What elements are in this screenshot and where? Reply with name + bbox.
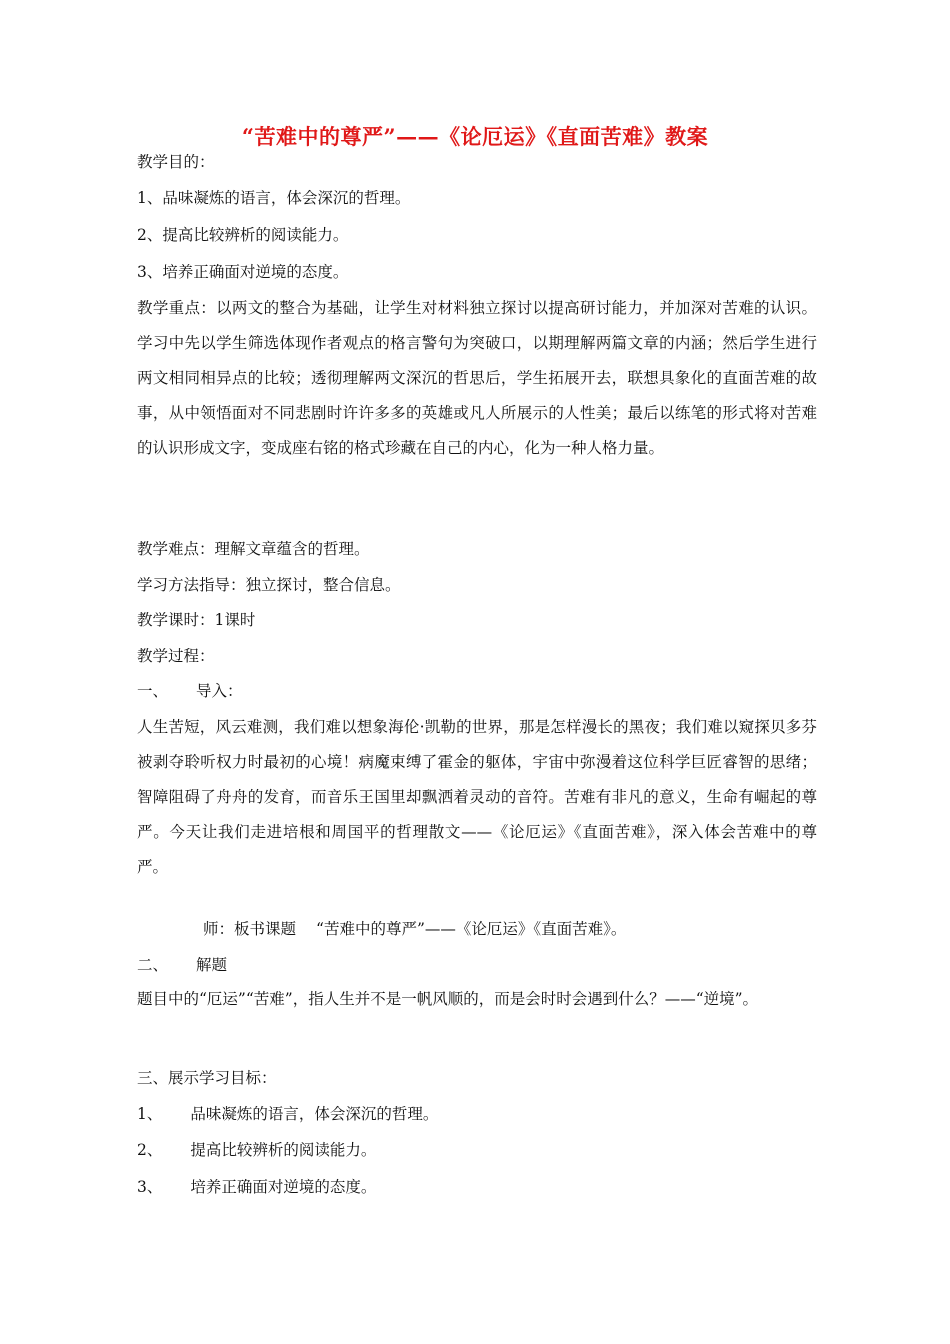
objectives-heading: 教学目的： xyxy=(137,153,215,171)
objective-item: 2、提高比较辨析的阅读能力。 xyxy=(137,226,349,244)
section-label: 解题 xyxy=(196,956,228,974)
goal-item xyxy=(137,1103,438,1125)
goal-item xyxy=(137,1176,376,1198)
teacher-note-prefix: 师：板书课题 xyxy=(203,920,297,938)
goal-text: 品味凝炼的语言，体会深沉的哲理。 xyxy=(190,1105,439,1123)
teacher-note xyxy=(203,918,626,940)
intro-paragraph: 人生苦短，风云难测，我们难以想象海伦·凯勒的世界，那是怎样漫长的黑夜；我们难以窥探贝多芬被剥夺聆听权力时最初的心境！病魔束缚了霍金的躯体，宇宙中弥漫着这位科学巨匠睿智的思绪；智障阻碍了舟舟的发育，而音乐王国里却飘洒着灵动的音符。苦难有非凡的意义，生命有崛起的尊严。今天让我们走进培根和周国平的哲理散文——《论厄运》《直面苦难》，深入体会苦难中的尊严。 xyxy=(137,718,817,876)
goal-number: 1、 xyxy=(137,1105,163,1123)
page-title: “苦难中的尊严”——《论厄运》《直面苦难》教案 xyxy=(241,124,709,149)
objective-item: 3、培养正确面对逆境的态度。 xyxy=(137,263,349,281)
section-label: 导入： xyxy=(196,682,243,700)
hours-line: 教学课时：1课时 xyxy=(137,611,256,629)
goal-text: 提高比较辨析的阅读能力。 xyxy=(190,1141,377,1159)
difficulty-line: 教学难点：理解文章蕴含的哲理。 xyxy=(137,540,370,558)
method-line: 学习方法指导：独立探讨，整合信息。 xyxy=(137,576,401,594)
goal-text: 培养正确面对逆境的态度。 xyxy=(190,1178,377,1196)
section-number: 一、 xyxy=(137,682,169,700)
teacher-note-text: “苦难中的尊严”——《论厄运》《直面苦难》。 xyxy=(316,920,627,938)
objective-item: 1、品味凝炼的语言，体会深沉的哲理。 xyxy=(137,189,411,207)
goal-number: 3、 xyxy=(137,1178,163,1196)
process-heading: 教学过程： xyxy=(137,647,215,665)
goal-number: 2、 xyxy=(137,1141,163,1159)
explain-paragraph: 题目中的“厄运”“苦难”，指人生并不是一帆风顺的，而是会时时会遇到什么？——“逆境”。 xyxy=(137,990,759,1008)
section-number: 二、 xyxy=(137,956,169,974)
section-heading-intro xyxy=(137,680,243,702)
key-points-paragraph: 教学重点：以两文的整合为基础，让学生对材料独立探讨以提高研讨能力，并加深对苦难的认识。学习中先以学生筛选体现作者观点的格言警句为突破口，以期理解两篇文章的内涵；然后学生进行两文相同相异点的比较；透彻理解两文深沉的哲思后，学生拓展开去，联想具象化的直面苦难的故事，从中领悟面对不同悲剧时许许多多的英雄或凡人所展示的人性美；最后以练笔的形式将对苦难的认识形成文字，变成座右铭的格式珍藏在自己的内心，化为一种人格力量。 xyxy=(137,299,817,457)
section-heading-goals: 三、展示学习目标： xyxy=(137,1069,277,1087)
goal-item xyxy=(137,1139,376,1161)
section-heading-explain xyxy=(137,954,227,976)
